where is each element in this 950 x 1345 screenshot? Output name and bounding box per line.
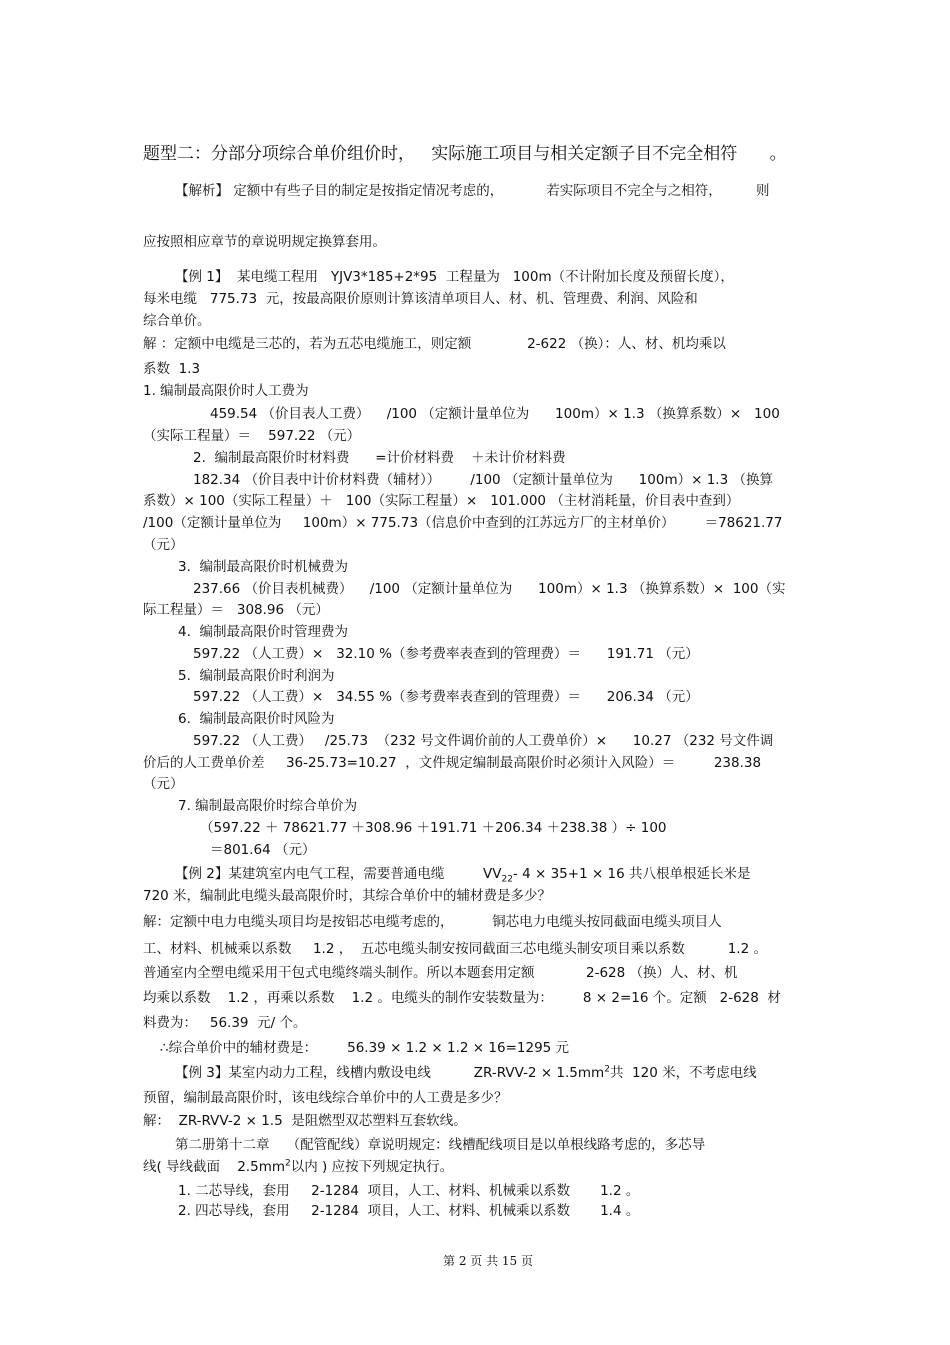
page-title: 题型二：分部分项综合单价组价时， 实际施工项目与相关定额子目不完全相符 。 <box>143 144 787 164</box>
analysis-line-2: 应按照相应章节的章说明规定换算套用。 <box>143 234 386 250</box>
step5-heading: 5. 编制最高限价时利润为 <box>178 668 335 684</box>
step3-heading: 3. 编制最高限价时机械费为 <box>178 559 348 575</box>
example2-solution-line-2: 工、材料、机械乘以系数 1.2 ， 五芯电缆头制安按同截面三芯电缆头制安项目乘以系数 1.2 。 <box>143 941 767 957</box>
example2-heading-line-2: 720 米，编制此电缆头最高限价时，其综合单价中的辅材费是多少？ <box>143 888 552 904</box>
example2-solution-line-4: 均乘以系数 1.2 ，再乘以系数 1.2 。电缆头的制作安装数量为： 8 × 2=16 个。定额 2-628 材 <box>143 990 781 1006</box>
example3-heading-line-2: 预留，编制最高限价时，该电线综合单价中的人工费是多少？ <box>143 1090 508 1106</box>
step7-heading: 7. 编制最高限价时综合单价为 <box>178 798 358 814</box>
step2-line-4: （元） <box>143 537 184 553</box>
example3-heading-text-b: 共 120 米，不考虑电线 <box>609 1065 757 1081</box>
example3-item-2: 2. 四芯导线，套用 2-1284 项目，人工、材料、机械乘以系数 1.4 。 <box>178 1203 640 1219</box>
step6-line-2: 价后的人工费单价差 36-25.73=10.27 ，文件规定编制最高限价时必须计入风险）＝ 238.38 <box>143 755 762 771</box>
example3-rule-superscript: 2 <box>285 1158 291 1169</box>
example2-solution-line-1: 解：定额中电力电缆头项目均是按铝芯电缆考虑的， 铜芯电力电缆头按同截面电缆头项目人 <box>143 914 722 930</box>
step2-line-1: 182.34 （价目表中计价材料费（辅材）） /100 （定额计量单位为 100m）× 1.3 （换算 <box>193 472 773 488</box>
step3-line-2: 际工程量）＝ 308.96 （元） <box>143 602 329 618</box>
example3-rule-text-a: 线( 导线截面 2.5mm <box>143 1159 285 1175</box>
example3-heading-text-a: 【例 3】某室内动力工程，线槽内敷设电线 ZR-RVV-2 × 1.5mm <box>175 1065 605 1081</box>
example3-rule-line-1: 第二册第十二章 （配管配线）章说明规定：线槽配线项目是以单根线路考虑的，多芯导 <box>175 1137 706 1153</box>
step2-line-3: /100（定额计量单位为 100m）× 775.73（信息价中查到的江苏远方厂的主材单价） ＝78621.77 <box>143 515 783 531</box>
step3-line-1: 237.66 （价目表机械费） /100 （定额计量单位为 100m）× 1.3 （换算系数）× 100（实 <box>193 581 786 597</box>
example3-rule-text-b: 以内 ) 应按下列规定执行。 <box>290 1159 454 1175</box>
example3-solution-line-1: 解： ZR-RVV-2 × 1.5 是阻燃型双芯塑料互套软线。 <box>143 1113 467 1129</box>
step4-line-1: 597.22 （人工费）× 32.10 %（参考费率表查到的管理费）＝ 191.71 （元） <box>193 646 699 662</box>
example1-heading-line-2: 每米电缆 775.73 元，按最高限价原则计算该清单项目人、材、机、管理费、利润、风险和 <box>143 291 698 307</box>
example3-item-1: 1. 二芯导线，套用 2-1284 项目，人工、材料、机械乘以系数 1.2 。 <box>178 1183 640 1199</box>
step7-line-2: ＝801.64 （元） <box>210 842 316 858</box>
step1-line-2: （实际工程量）＝ 597.22 （元） <box>143 428 361 444</box>
step6-line-3: （元） <box>143 776 184 792</box>
example2-heading-text-a: 【例 2】某建筑室内电气工程，需要普通电缆 VV <box>175 866 502 882</box>
step1-heading: 1. 编制最高限价时人工费为 <box>143 383 309 399</box>
step5-line-1: 597.22 （人工费）× 34.55 %（参考费率表查到的管理费）＝ 206.34 （元） <box>193 689 699 705</box>
example2-solution-line-5: 料费为： 56.39 元/ 个。 <box>143 1015 307 1031</box>
step2-heading: 2. 编制最高限价时材料费 =计价材料费 ＋未计价材料费 <box>193 450 566 466</box>
page-footer: 第 2 页 共 15 页 <box>443 1254 533 1268</box>
analysis-line-1: 【解析】 定额中有些子目的制定是按指定情况考虑的， 若实际项目不完全与之相符， 则 <box>175 183 770 199</box>
example2-heading-line-1 <box>175 865 751 883</box>
example2-heading-text-b: - 4 × 35+1 × 16 共八根单根延长米是 <box>512 866 751 882</box>
example3-heading-superscript: 2 <box>604 1064 610 1075</box>
example3-rule-line-2 <box>143 1158 453 1176</box>
step7-line-1: （597.22 ＋ 78621.77 ＋308.96 ＋191.71 ＋206.34 ＋238.38 ）÷ 100 <box>200 820 667 836</box>
step1-line-1: 459.54 （价目表人工费） /100 （定额计量单位为 100m）× 1.3 （换算系数）× 100 <box>210 406 780 422</box>
example2-solution-line-3: 普通室内全塑电缆采用干包式电缆终端头制作。所以本题套用定额 2-628 （换）人、材、机 <box>143 965 738 981</box>
example1-heading-line-3: 综合单价。 <box>143 313 211 329</box>
example2-result: ∴综合单价中的辅材费是： 56.39 × 1.2 × 1.2 × 16=1295 元 <box>160 1040 570 1056</box>
step2-line-2: 系数）× 100（实际工程量）＋ 100（实际工程量）× 101.000 （主材消耗量，价目表中查到） <box>143 493 740 509</box>
example1-solution-line-1: 解 ：定额中电缆是三芯的，若为五芯电缆施工，则定额 2-622 （换）：人、材、机均乘以 <box>143 336 726 352</box>
step4-heading: 4. 编制最高限价时管理费为 <box>178 624 348 640</box>
example1-solution-line-2: 系数 1.3 <box>143 361 201 377</box>
example1-heading-line-1: 【例 1】 某电缆工程用 YJV3*185+2*95 工程量为 100m（不计附加长度及预留长度）， <box>175 269 734 285</box>
step6-line-1: 597.22 （人工费） /25.73 （232 号文件调价前的人工费单价）× 10.27 （232 号文件调 <box>193 733 774 749</box>
step6-heading: 6. 编制最高限价时风险为 <box>178 711 335 727</box>
example2-heading-subscript: 22 <box>501 874 513 885</box>
example3-heading-line-1 <box>175 1064 757 1082</box>
